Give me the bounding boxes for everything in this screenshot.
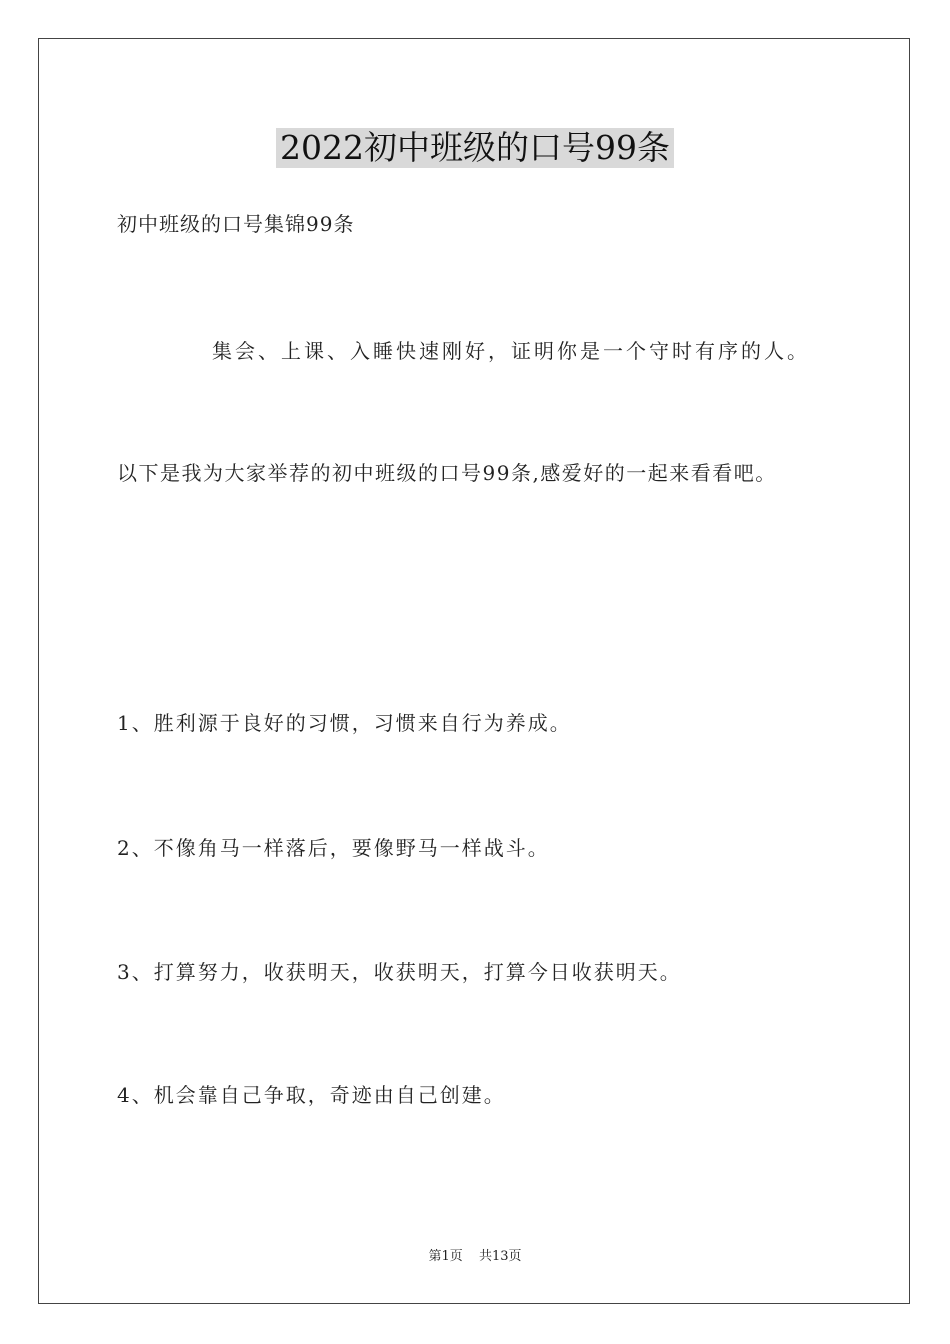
- total-pages: 共13页: [478, 1249, 522, 1264]
- page-number: 第1页: [428, 1249, 463, 1264]
- slogan-item-4: 4、机会靠自己争取，奇迹由自己创建。: [117, 1083, 506, 1107]
- document-title: 2022初中班级的口号99条: [276, 128, 674, 168]
- slogan-item-1: 1、胜利源于良好的习惯，习惯来自行为养成。: [117, 711, 572, 735]
- page-footer: [0, 1248, 950, 1266]
- intro-paragraph: 以下是我为大家举荐的初中班级的口号99条,感爱好的一起来看看吧。: [117, 461, 777, 485]
- title-container: [0, 128, 950, 168]
- intro-indented-paragraph: 集会、上课、入睡快速刚好，证明你是一个守时有序的人。: [212, 339, 810, 363]
- slogan-item-2: 2、不像角马一样落后，要像野马一样战斗。: [117, 836, 550, 860]
- slogan-item-3: 3、打算努力，收获明天，收获明天，打算今日收获明天。: [117, 960, 682, 984]
- document-subtitle: 初中班级的口号集锦99条: [117, 212, 355, 236]
